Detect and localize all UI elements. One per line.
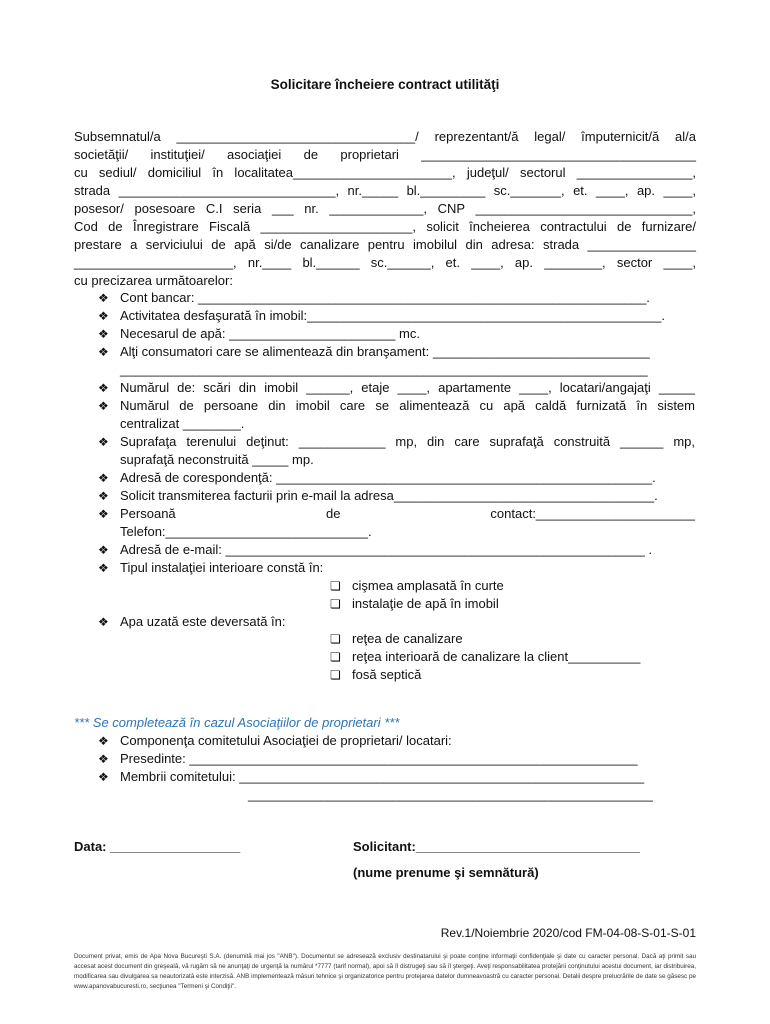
field-cont-bancar: Cont bancar: ______________________________________________________________. (120, 290, 650, 305)
field-activitatea: Activitatea desfaşurată în imobil:_________________________________________________. (120, 308, 666, 323)
line-prestare: prestare a serviciului de apă si/de canalizare pentru imobilul din adresa: strada _______________ (74, 237, 696, 252)
footer-disclaimer: Document privat, emis de Apa Nova Bucureşti S.A. (denumită mai jos "ANB"). Documentul se adresează exclusiv destinatarului şi poate conţine informaţii confidenţiale şi date cu caracter personal. Dacă aţi primit sau accesat acest document din greşeală, vă rugăm să ne anunţaţi de urgenţă la numărul *7777 (tarif normal), apoi să îl distrugeţi sau să îl ştergeţi. Aveţi responsabilitatea protejării conţinutului acestui document, iar distribuirea, modificarea sau divulgarea sa neautorizată este interzisă. ANB implementează măsuri tehnice şi organizatorice pentru protejarea datelor dumneavoastră cu caracter personal. Detalii despre prelucrările de date se găsesc pe www.apanovabucuresti.ro, secţiunea "Termeni şi Condiţii". (74, 953, 696, 990)
bullet-icon: ❖ (98, 399, 109, 413)
line-adresa-imobil: ______________________, nr.____ bl.______ sc.______, et. ____, ap. ________, sector ____, (74, 255, 696, 270)
field-tipul-instalatiei: Tipul instalaţiei interioare constă în: (120, 560, 324, 575)
field-numarul-persoane-cont: centralizat ________. (120, 416, 245, 431)
signature-caption: (nume prenume şi semnătură) (353, 865, 539, 880)
persoana-label: Persoană (120, 506, 176, 521)
line-precizarea: cu precizarea următoarelor: (74, 273, 233, 288)
field-presedinte: Presedinte: ______________________________________________________________ (120, 751, 638, 766)
checkbox-icon[interactable]: ❏ (330, 650, 341, 664)
revision-code: Rev.1/Noiembrie 2020/cod FM-04-08-S-01-S-01 (440, 926, 696, 940)
option-cismea: cişmea amplasată în curte (352, 578, 504, 593)
field-alti-consumatori: Alţi consumatori care se alimentează din branşament: ______________________________ (120, 344, 650, 359)
line-sediul: cu sediul/ domiciliul în localitatea______________________, judeţul/ sectorul ________________, (74, 165, 696, 180)
checkbox-icon[interactable]: ❏ (330, 632, 341, 646)
bullet-icon: ❖ (98, 291, 109, 305)
line-posesor: posesor/ posesoare C.I seria ___ nr. _____________, CNP ______________________________, (74, 201, 696, 216)
bullet-icon: ❖ (98, 561, 109, 575)
field-suprafata: Suprafaţa terenului deţinut: ____________ mp, din care suprafaţă construită ______ mp, (120, 434, 695, 449)
field-suprafata-cont: suprafaţă neconstruită _____ mp. (120, 452, 314, 467)
bullet-icon: ❖ (98, 435, 109, 449)
bullet-icon: ❖ (98, 734, 109, 748)
option-retea-canalizare: reţea de canalizare (352, 631, 463, 646)
field-data: Data: __________________ (74, 839, 241, 854)
option-retea-interioara: reţea interioară de canalizare la client__________ (352, 649, 641, 664)
field-email: Adresă de e-mail: __________________________________________________________ . (120, 542, 653, 557)
field-solicitant: Solicitant:_______________________________ (353, 839, 640, 854)
bullet-icon: ❖ (98, 752, 109, 766)
bullet-icon: ❖ (98, 327, 109, 341)
line-subsemnatul: Subsemnatul/a _________________________________/ reprezentant/ă legal/ împuternicit/ă al/a (74, 129, 696, 144)
field-telefon: Telefon:____________________________. (120, 524, 372, 539)
bullet-icon: ❖ (98, 489, 109, 503)
line-cif: Cod de Înregistrare Fiscală _____________________, solicit încheierea contractului de furnizare/ (74, 219, 696, 234)
asociatii-heading: *** Se completează în cazul Asociaţiilor de proprietari *** (74, 715, 400, 730)
field-membrii: Membrii comitetului: ________________________________________________________ (120, 769, 645, 784)
option-instalatie: instalaţie de apă în imobil (352, 596, 499, 611)
field-componenta: Componenţa comitetului Asociaţiei de proprietari/ locatari: (120, 733, 452, 748)
bullet-icon: ❖ (98, 615, 109, 629)
checkbox-icon[interactable]: ❏ (330, 597, 341, 611)
field-numarul-persoane: Numărul de persoane din imobil care se alimentează cu apă caldă furnizată în sistem (120, 398, 695, 413)
checkbox-icon[interactable]: ❏ (330, 668, 341, 682)
bullet-icon: ❖ (98, 543, 109, 557)
option-fosa-septica: fosă septică (352, 667, 422, 682)
bullet-icon: ❖ (98, 770, 109, 784)
de-label: de (326, 506, 341, 521)
field-membrii-cont: ________________________________________________________ (248, 787, 653, 802)
field-numarul-scari: Numărul de: scări din imobil ______, etaje ____, apartamente ____, locatari/angajaţi _____ (120, 380, 695, 395)
contact-label: contact:______________________ (490, 506, 695, 521)
line-strada: strada ______________________________, nr._____ bl._________ sc._______, et. ____, ap. ____, (74, 183, 696, 198)
bullet-icon: ❖ (98, 309, 109, 323)
bullet-icon: ❖ (98, 507, 109, 521)
document-title: Solicitare încheiere contract utilităţi (270, 77, 500, 92)
bullet-icon: ❖ (98, 471, 109, 485)
field-factura-email: Solicit transmiterea facturii prin e-mail la adresa____________________________________. (120, 488, 658, 503)
field-adresa-corespondenta: Adresă de corespondenţă: ____________________________________________________. (120, 470, 656, 485)
line-societatii: societăţii/ instituţiei/ asociaţiei de proprietari ______________________________________ (74, 147, 696, 162)
field-alti-consumatori-cont: _________________________________________________________________________ (120, 362, 648, 377)
checkbox-icon[interactable]: ❏ (330, 579, 341, 593)
field-apa-uzata: Apa uzată este deversată în: (120, 614, 286, 629)
field-necesarul: Necesarul de apă: _______________________ mc. (120, 326, 420, 341)
bullet-icon: ❖ (98, 345, 109, 359)
bullet-icon: ❖ (98, 381, 109, 395)
